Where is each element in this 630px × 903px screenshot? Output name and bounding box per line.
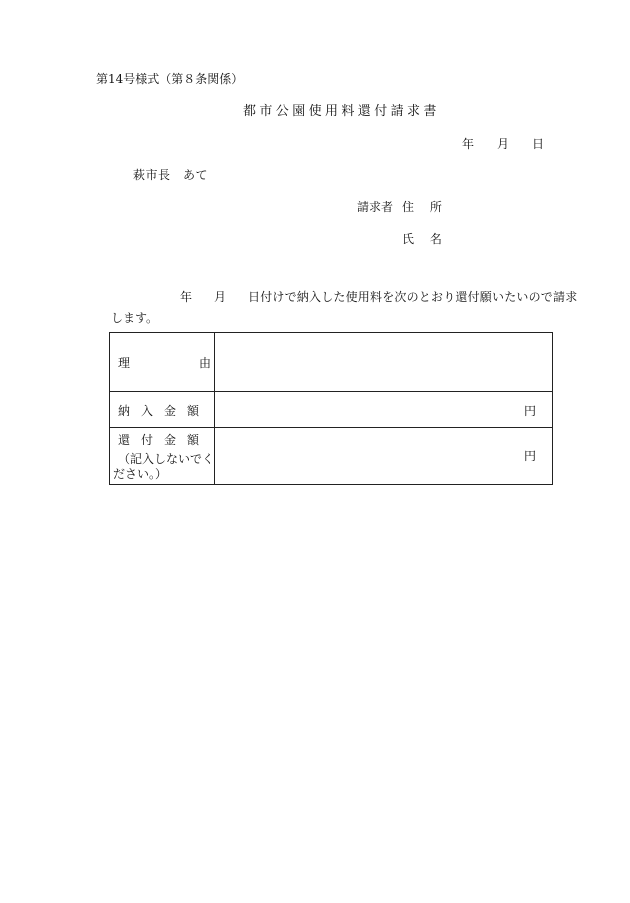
paid-amount-unit: 円 (524, 404, 537, 418)
body-year-label: 年 (180, 290, 193, 304)
date-day-label: 日 (532, 137, 545, 151)
refund-note-line-1: （記入しないでく (118, 452, 215, 466)
addressee: 萩市長 あて (133, 168, 209, 182)
refund-detail-table (109, 332, 553, 485)
column-divider (214, 333, 215, 391)
refund-amount-unit: 円 (524, 449, 537, 463)
column-divider (214, 428, 215, 484)
name-label: 氏 名 (402, 232, 448, 246)
reason-label-char-1: 理 (118, 356, 131, 370)
form-number: 第14号様式（第８条関係） (96, 72, 244, 86)
body-month-label: 月 (214, 290, 227, 304)
request-statement-line-1: 日付けで納入した使用料を次のとおり還付願いたいので請求 (248, 290, 578, 304)
refund-note-line-2: ださい。） (113, 467, 168, 481)
table-row-reason (110, 333, 552, 391)
column-divider (214, 392, 215, 427)
document-title: 都市公園使用料還付請求書 (243, 104, 440, 119)
table-row-paid-amount (110, 391, 552, 427)
request-statement-line-2: します。 (111, 311, 159, 325)
table-row-refund-amount (110, 427, 552, 484)
reason-label-char-2: 由 (199, 356, 212, 370)
date-year-label: 年 (462, 137, 475, 151)
refund-amount-label: 還付金額 (118, 433, 211, 447)
paid-amount-label: 納入金額 (118, 404, 211, 418)
address-label: 住 所 (402, 200, 448, 214)
applicant-label: 請求者 (357, 200, 394, 214)
date-month-label: 月 (497, 137, 510, 151)
